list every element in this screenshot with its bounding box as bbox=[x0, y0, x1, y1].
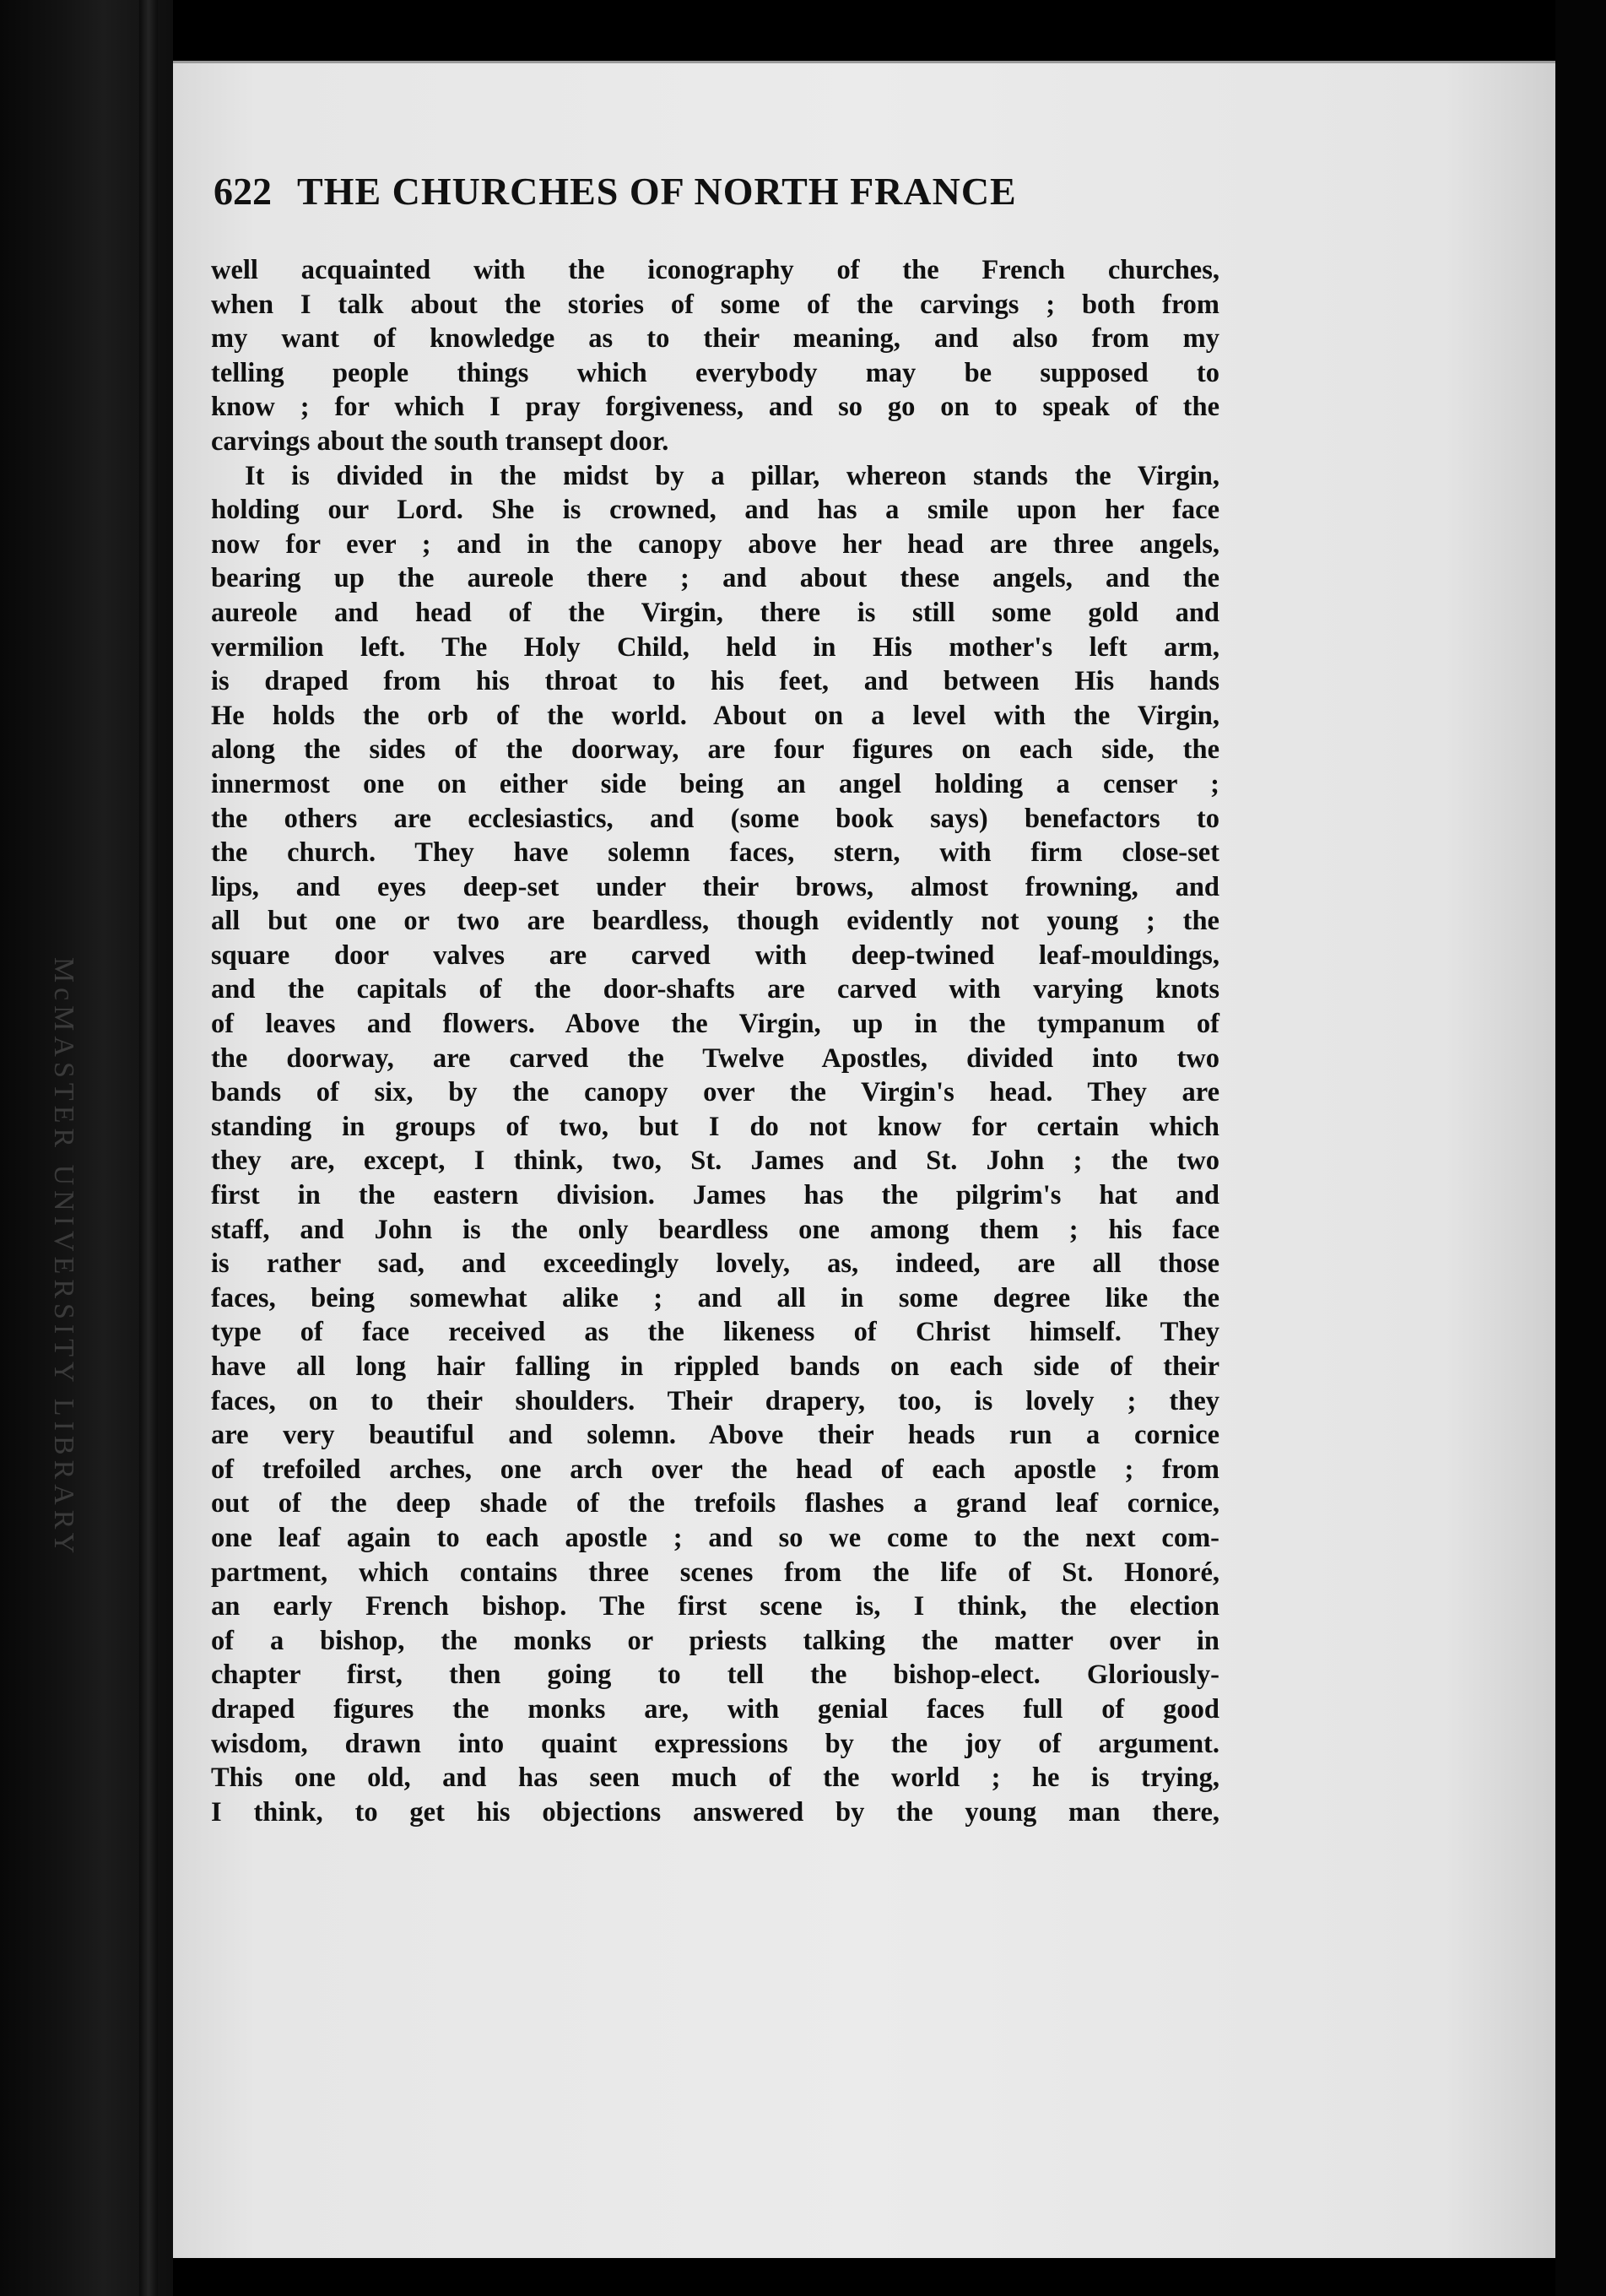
text-line: type of face received as the likeness of Christ himself. They bbox=[211, 1317, 1219, 1348]
page-header bbox=[214, 169, 1302, 214]
text-line: the doorway, are carved the Twelve Apostles, divided into two bbox=[211, 1042, 1219, 1074]
text-line: have all long hair falling in rippled bands on each side of their bbox=[211, 1351, 1219, 1382]
text-line: faces, on to their shoulders. Their drapery, too, is lovely ; they bbox=[211, 1385, 1219, 1416]
text-line: well acquainted with the iconography of the French churches, bbox=[211, 255, 1219, 285]
text-line: an early French bishop. The first scene is, I think, the election bbox=[211, 1591, 1219, 1622]
text-line: first in the eastern division. James has the pilgrim's hat and bbox=[211, 1180, 1219, 1211]
text-line: all but one or two are beardless, though evidently not young ; the bbox=[211, 906, 1219, 937]
text-line: He holds the orb of the world. About on a level with the Virgin, bbox=[211, 700, 1219, 731]
text-line: I think, to get his objections answered by the young man there, bbox=[211, 1796, 1219, 1828]
text-line: are very beautiful and solemn. Above their heads run a cornice bbox=[211, 1420, 1219, 1451]
text-line: This one old, and has seen much of the world ; he is trying, bbox=[211, 1763, 1219, 1794]
text-line: vermilion left. The Holy Child, held in His mother's left arm, bbox=[211, 631, 1219, 663]
library-stamp-text: McMASTER UNIVERSITY LIBRARY bbox=[48, 956, 79, 1559]
text-line: partment, which contains three scenes from the life of St. Honoré, bbox=[211, 1557, 1219, 1588]
text-line: draped figures the monks are, with genial faces full of good bbox=[211, 1693, 1219, 1725]
text-line: aureole and head of the Virgin, there is still some gold and bbox=[211, 597, 1219, 628]
text-line: along the sides of the doorway, are four figures on each side, the bbox=[211, 734, 1219, 766]
scan-right-margin bbox=[1555, 0, 1606, 2296]
text-line: bands of six, by the canopy over the Virgin's head. They are bbox=[211, 1077, 1219, 1108]
text-line: of trefoiled arches, one arch over the head of each apostle ; from bbox=[211, 1454, 1219, 1485]
text-line: of leaves and flowers. Above the Virgin, up in the tympanum of bbox=[211, 1009, 1219, 1040]
text-line: now for ever ; and in the canopy above her head are three angels, bbox=[211, 528, 1219, 560]
text-line: standing in groups of two, but I do not know for certain which bbox=[211, 1111, 1219, 1142]
text-line: faces, being somewhat alike ; and all in some degree like the bbox=[211, 1282, 1219, 1313]
text-line: my want of knowledge as to their meaning, and also from my bbox=[211, 323, 1219, 355]
text-line: chapter first, then going to tell the bishop-elect. Gloriously- bbox=[211, 1660, 1219, 1691]
text-line: innermost one on either side being an angel holding a censer ; bbox=[211, 768, 1219, 799]
text-line: telling people things which everybody may be supposed to bbox=[211, 357, 1219, 388]
text-line: square door valves are carved with deep-twined leaf-mouldings, bbox=[211, 940, 1219, 971]
text-line: carvings about the south transept door. bbox=[211, 425, 669, 457]
text-line: lips, and eyes deep-set under their brows, almost frowning, and bbox=[211, 871, 1219, 902]
text-line: bearing up the aureole there ; and about these angels, and the bbox=[211, 563, 1219, 594]
text-line: one leaf again to each apostle ; and so we come to the next com- bbox=[211, 1522, 1219, 1553]
text-line: know ; for which I pray forgiveness, and so go on to speak of the bbox=[211, 392, 1219, 423]
text-line: is draped from his throat to his feet, and between His hands bbox=[211, 666, 1219, 697]
body-text bbox=[211, 253, 1219, 1829]
paragraph-start: It is divided in the midst by a pillar, whereon stands the Virgin, bbox=[245, 460, 1219, 491]
text-line: the others are ecclesiastics, and (some book says) benefactors to bbox=[211, 803, 1219, 834]
running-head: THE CHURCHES OF NORTH FRANCE bbox=[297, 170, 1017, 213]
text-line: when I talk about the stories of some of the carvings ; both from bbox=[211, 289, 1219, 320]
text-line: the church. They have solemn faces, stern, with firm close-set bbox=[211, 837, 1219, 869]
text-line: out of the deep shade of the trefoils flashes a grand leaf cornice, bbox=[211, 1488, 1219, 1519]
text-line: staff, and John is the only beardless one among them ; his face bbox=[211, 1214, 1219, 1245]
text-line: wisdom, drawn into quaint expressions by the joy of argument. bbox=[211, 1728, 1219, 1759]
library-stamp bbox=[46, 929, 80, 1587]
text-line: of a bishop, the monks or priests talking the matter over in bbox=[211, 1625, 1219, 1656]
book-spine-edge bbox=[139, 0, 158, 2296]
text-line: and the capitals of the door-shafts are carved with varying knots bbox=[211, 974, 1219, 1005]
page-number: 622 bbox=[214, 170, 272, 213]
text-line: is rather sad, and exceedingly lovely, as, indeed, are all those bbox=[211, 1248, 1219, 1280]
text-line: holding our Lord. She is crowned, and has a smile upon her face bbox=[211, 495, 1219, 526]
text-line: they are, except, I think, two, St. James and St. John ; the two bbox=[211, 1145, 1219, 1177]
